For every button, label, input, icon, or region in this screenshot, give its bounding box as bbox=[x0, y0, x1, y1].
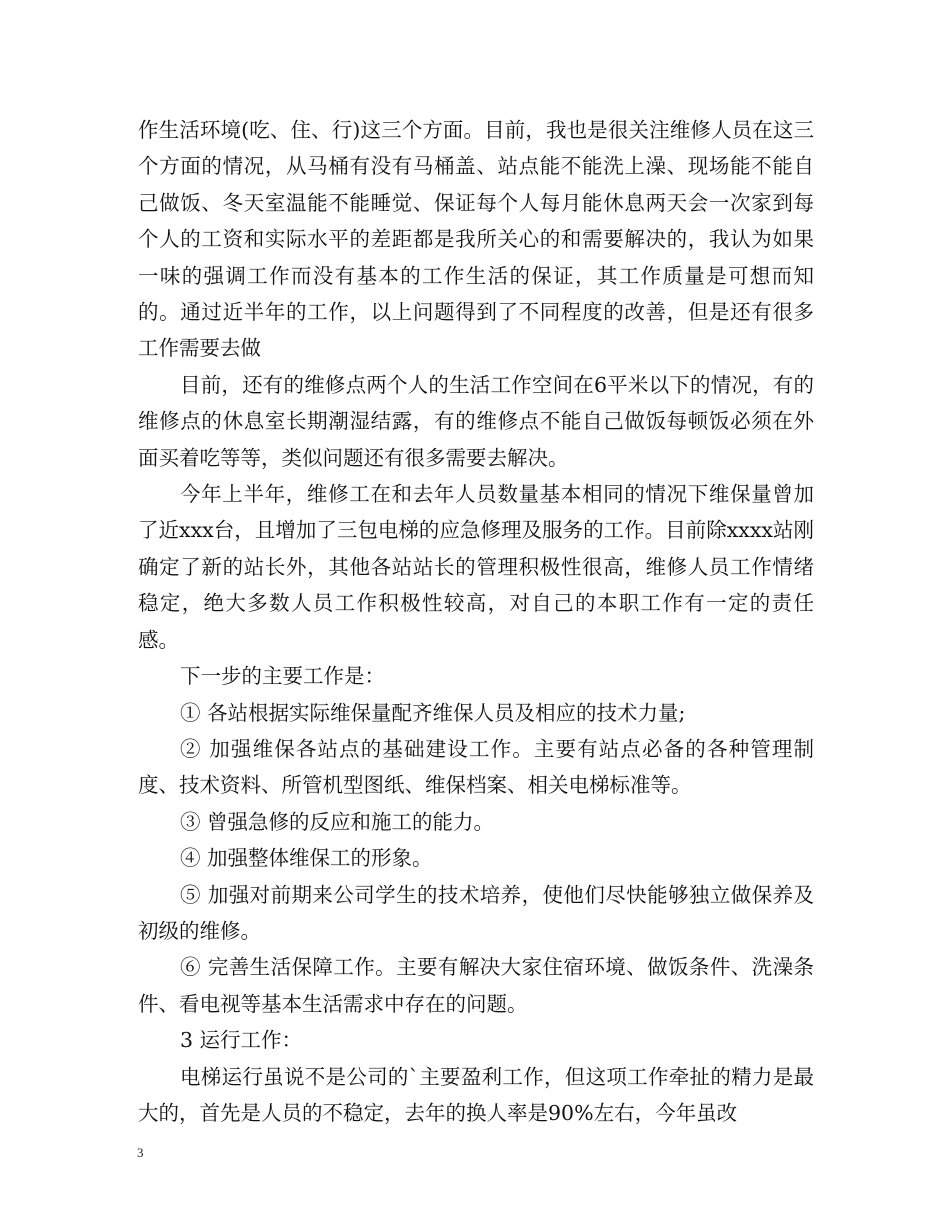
list-item: ④ 加强整体维保工的形象。 bbox=[180, 846, 433, 871]
list-item: ⑥ 完善生活保障工作。主要有解决大家住宿环境、做饭条件、洗澡条件、看电视等基本生活需求中存在的问题。 bbox=[138, 955, 814, 1016]
paragraph: 今年上半年，维修工在和去年人员数量基本相同的情况下维保量曾加了近xxx台，且增加了三包电梯的应急修理及服务的工作。目前除xxxx站刚确定了新的站长外，其他各站站长的管理积极性很高，维修人员工作情绪稳定，绝大多数人员工作积极性较高，对自己的本职工作有一定的责任感。 bbox=[138, 482, 814, 652]
body-text bbox=[138, 112, 814, 1131]
section-heading: 3 运行工作： bbox=[180, 1028, 303, 1053]
page-number: 3 bbox=[137, 1145, 144, 1160]
paragraph: 下一步的主要工作是： bbox=[180, 664, 385, 689]
list-item: ② 加强维保各站点的基础建设工作。主要有站点必备的各种管理制度、技术资料、所管机型图纸、维保档案、相关电梯标准等。 bbox=[138, 736, 814, 798]
list-item: ① 各站根据实际维保量配齐维保人员及相应的技术力量; bbox=[180, 700, 686, 725]
paragraph: 目前，还有的维修点两个人的生活工作空间在6平米以下的情况，有的维修点的休息室长期潮湿结露，有的维修点不能自己做饭每顿饭必须在外面买着吃等等，类似问题还有很多需要去解决。 bbox=[138, 372, 814, 470]
paragraph: 作生活环境(吃、住、行)这三个方面。目前，我也是很关注维修人员在这三个方面的情况，从马桶有没有马桶盖、站点能不能洗上澡、现场能不能自己做饭、冬天室温能不能睡觉、保证每个人每月能休息两天会一次家到每个人的工资和实际水平的差距都是我所关心的和需要解决的，我认为如果一味的强调工作而没有基本的工作生活的保证，其工作质量是可想而知的。通过近半年的工作，以上问题得到了不同程度的改善，但是还有很多工作需要去做 bbox=[138, 118, 814, 361]
list-item: ⑤ 加强对前期来公司学生的技术培养，使他们尽快能够独立做保养及初级的维修。 bbox=[138, 882, 814, 943]
paragraph: 电梯运行虽说不是公司的`主要盈利工作，但这项工作牵扯的精力是最大的，首先是人员的不稳定，去年的换人率是90%左右，今年虽改 bbox=[138, 1064, 814, 1125]
list-item: ③ 曾强急修的反应和施工的能力。 bbox=[180, 809, 495, 834]
